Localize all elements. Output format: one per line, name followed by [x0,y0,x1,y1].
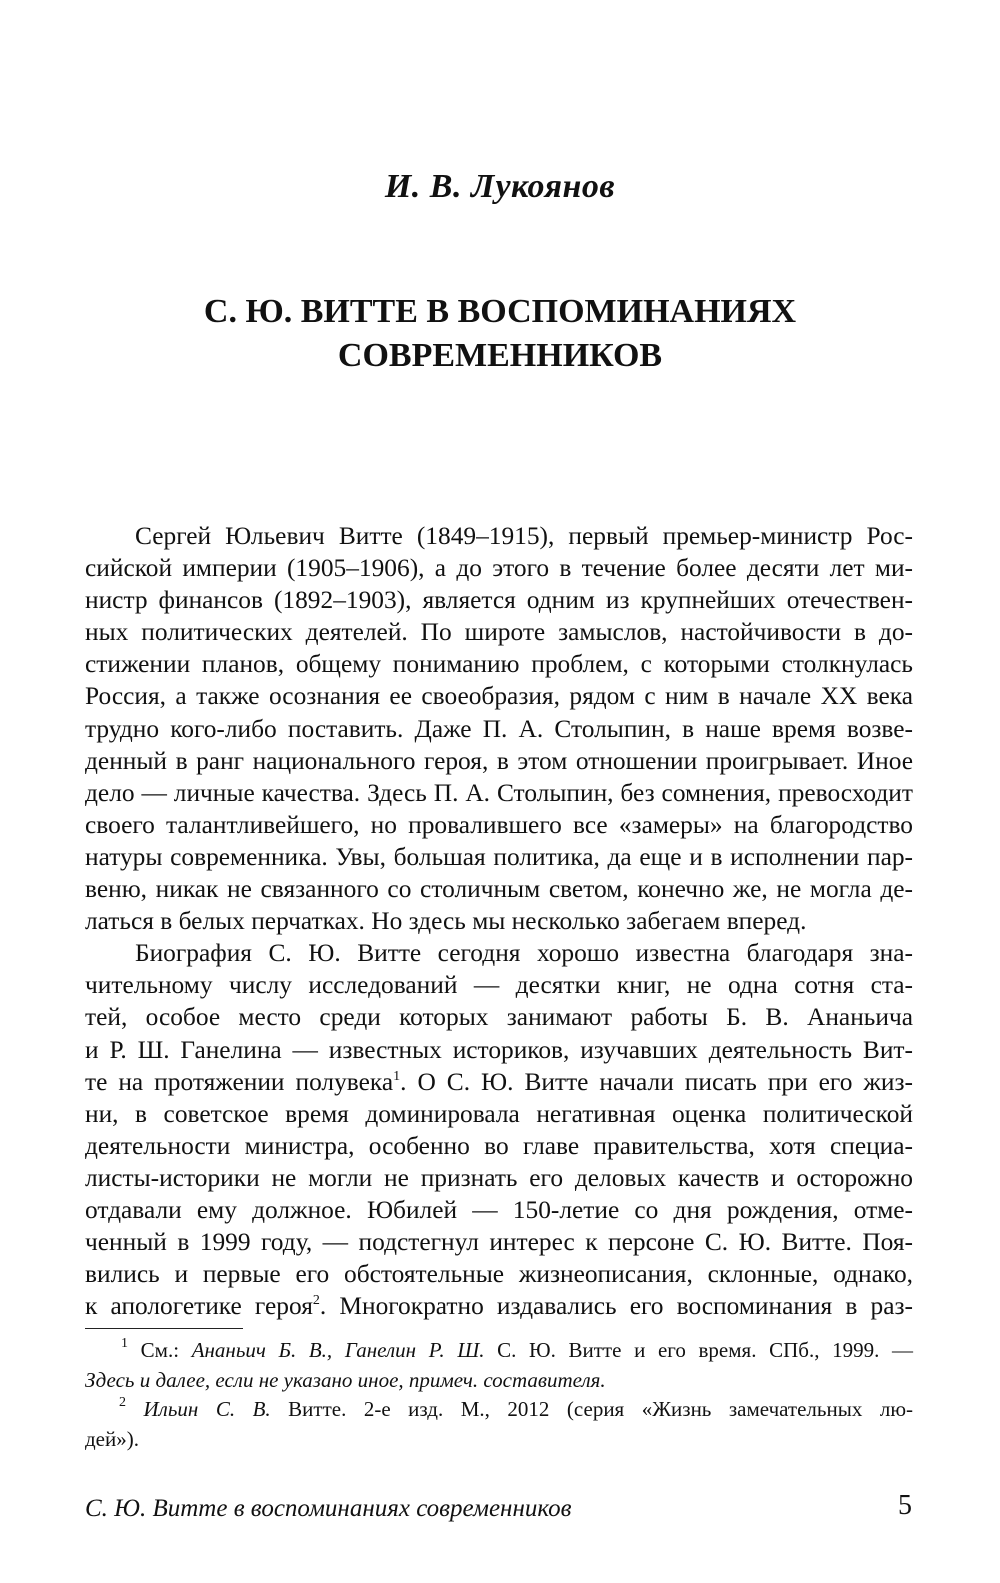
paragraph-1 [85,520,913,937]
text-line: ни, в советское время доминировала негативная оценка политической [85,1099,913,1128]
text-line: ченный в 1999 году, — подстегнул интерес к персоне С. Ю. Витте. Поя- [85,1228,913,1257]
footnote-1 [85,1336,913,1366]
text-line: трудно кого-либо поставить. Даже П. А. Столыпин, в наше время возве- [85,714,913,743]
footnote-ref-2[interactable]: 2 [312,1293,320,1309]
text-line: веню, никак не связанного со столичным светом, конечно же, не могла де- [85,875,913,904]
text-line: листы-историки не могли не признать его деловых качеств и осторожно [85,1163,913,1192]
footnote-text: Витте. 2-е изд. М., 2012 (серия «Жизнь замечательных лю- [270,1397,913,1421]
text-line: Россия, а также осознания ее своеобразия, рядом с ним в начале XX века [85,682,913,711]
footnote-text: С. Ю. Витте и его время. СПб., 1999. — [484,1338,913,1362]
footnote-2-line2: дей»). [85,1426,139,1451]
running-title: С. Ю. Витте в воспоминаниях современников [85,1495,572,1522]
text-line: дело — личные качества. Здесь П. А. Столыпин, без сомнения, превосходит [85,778,913,807]
text-segment: . [319,1292,340,1321]
text-line: натуры современника. Увы, большая политика, да еще и в исполнении пар- [85,842,913,871]
paragraph-2 [85,937,913,1322]
body-text [85,520,913,1322]
footnotes [85,1336,913,1454]
text-line: тей, особое место среди которых занимают работы Б. В. Ананьича [85,1003,913,1032]
text-line: нистр финансов (1892–1903), является одним из крупнейших отечествен- [85,586,913,615]
footnote-authors: Ильин С. В. [143,1397,271,1421]
article-title [0,290,1000,378]
author-name: И. В. Лукоянов [384,168,616,205]
text-line: стижении планов, общему пониманию проблем, с которыми столкнулась [85,650,913,679]
text-segment: к апологетике героя [85,1292,313,1321]
text-line: своего талантливейшего, но провалившего все «замеры» на благородство [85,810,913,839]
footnote-2 [85,1395,913,1425]
page-number: 5 [898,1490,912,1521]
text-line: сийской империи (1905–1906), а до этого в течение более десяти лет ми- [85,554,913,583]
text-line: Сергей Юльевич Витте (1849–1915), первый премьер-министр Рос- [135,522,913,550]
text-line: вились и первые его обстоятельные жизнеописания, склонные, однако, [85,1260,913,1289]
text-line: денный в ранг национального героя, в этом отношении проигрывает. Иное [85,746,913,775]
footnote-text: См.: [128,1338,192,1362]
text-line [85,1066,913,1098]
text-segment: Многократно издавались его воспоминания в раз- [339,1292,913,1321]
footnote-number: 1 [121,1336,128,1351]
title-line: СОВРЕМЕННИКОВ [337,337,663,374]
text-line: латься в белых перчатках. Но здесь мы несколько забегаем вперед. [85,907,807,936]
footnote-divider [85,1328,243,1329]
text-line: Биография С. Ю. Витте сегодня хорошо известна благодаря зна- [135,939,913,968]
text-segment: те на протяжении полувека [85,1067,394,1096]
footnote-authors: Ананьич Б. В., Ганелин Р. Ш. [191,1338,485,1362]
text-line: отдавали ему должное. Юбилей — 150-летие со дня рождения, отме- [85,1195,913,1224]
footnote-1-line2 [85,1366,913,1396]
text-segment: . О С. Ю. Витте начали писать при его жиз- [400,1067,913,1096]
text-line: ных политических деятелей. По широте замыслов, настойчивости в до- [85,618,913,647]
footnote-text: Здесь и далее, если не указано иное, примеч. составителя. [85,1367,606,1392]
footnote-number: 2 [119,1395,126,1410]
text-line: и Р. Ш. Ганелина — известных историков, изучавших деятельность Вит- [85,1035,913,1064]
footnote-ref-1[interactable]: 1 [393,1068,401,1084]
text-line: чительному числу исследований — десятки книг, не одна сотня ста- [85,971,913,1000]
text-line [85,1290,913,1322]
text-line: деятельности министра, особенно во главе правительства, хотя специа- [85,1131,913,1160]
title-line: С. Ю. ВИТТЕ В ВОСПОМИНАНИЯХ [203,293,797,330]
